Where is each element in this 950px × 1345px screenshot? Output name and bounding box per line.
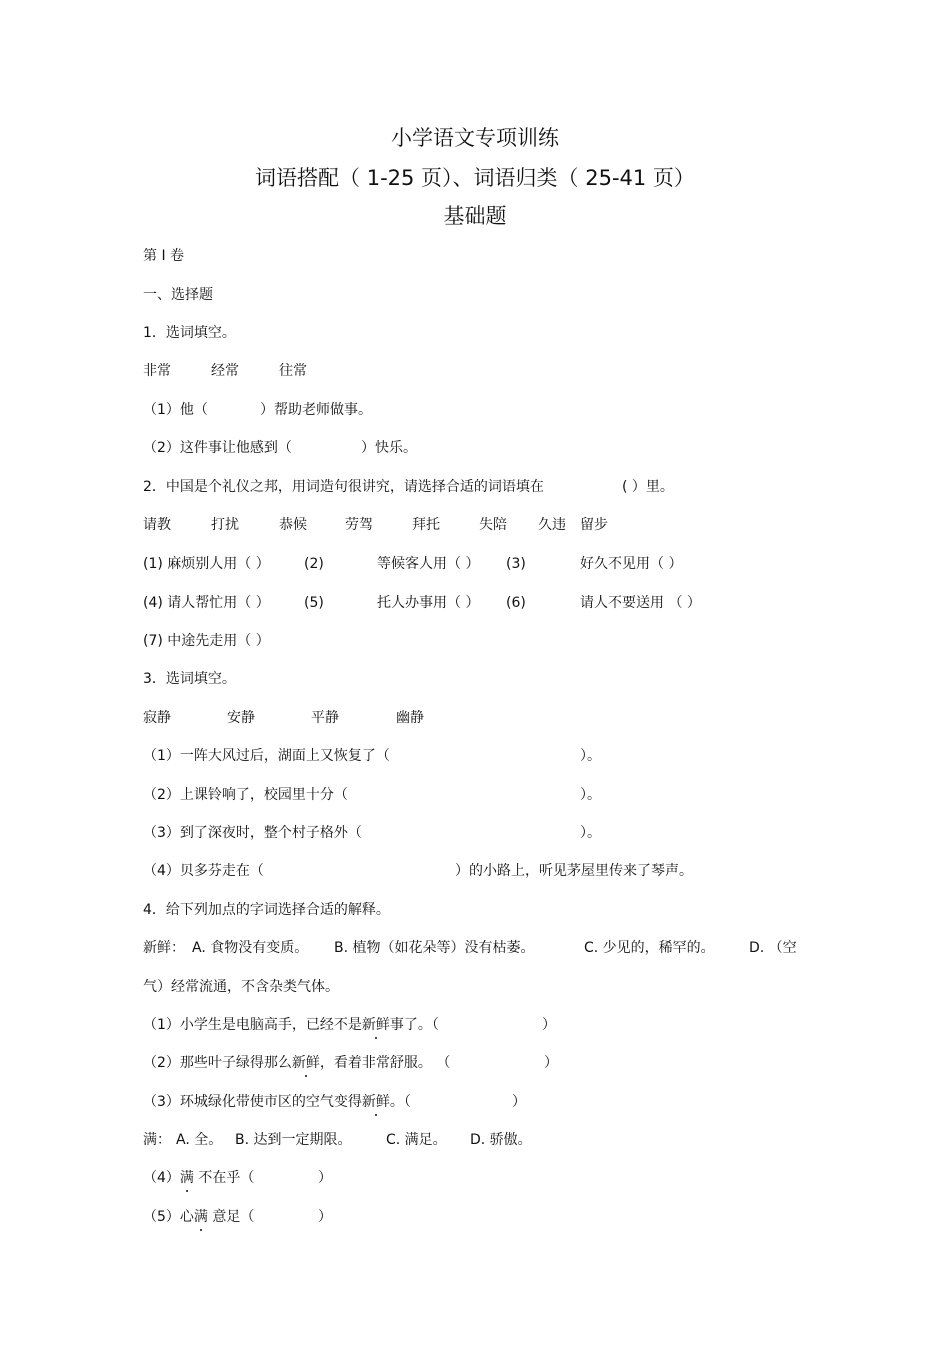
- q2-item: (1) 麻烦别人用（ ）: [143, 556, 270, 572]
- q1-word: 经常: [211, 363, 239, 379]
- definition-option: C. 少见的，稀罕的。: [584, 940, 715, 956]
- q4-item-text: ，看着非常舒服。 （: [319, 1055, 451, 1071]
- q2-item-number: (5): [304, 595, 324, 611]
- q2-item: 等候客人用（ ）: [377, 556, 480, 572]
- definition-option: B. 植物（如花朵等）没有枯萎。: [334, 940, 535, 956]
- q4-item-text: 。（: [389, 1094, 411, 1110]
- q4-item-text: 不在乎（: [193, 1170, 255, 1186]
- document-subtitle: 词语搭配（ 1-25 页）、词语归类（ 25-41 页）: [255, 166, 695, 190]
- q4-item-text: （3）环城绿化带使市区的空气变得: [143, 1094, 362, 1110]
- q2-heading: 2．中国是个礼仪之邦，用词造句很讲究，请选择合适的词语填在: [143, 479, 544, 495]
- q2-heading-tail: ( ）里。: [622, 479, 674, 495]
- q4-heading: 4．给下列加点的字词选择合适的解释。: [143, 902, 390, 918]
- q4-item-close: ）: [544, 1055, 558, 1071]
- definition-option: D. （空: [749, 940, 797, 956]
- q4-item-text: （5）心: [143, 1209, 194, 1225]
- q4-item-text: （4）: [143, 1170, 180, 1186]
- q4-item: [143, 1208, 254, 1226]
- q4-item-text: 意足（: [207, 1209, 255, 1225]
- difficulty-level: 基础题: [443, 204, 507, 228]
- q1-item-text: ）帮助老师做事。: [260, 402, 372, 418]
- q2-item: (7) 中途先走用（ ）: [143, 633, 270, 649]
- q2-item-number: (6): [506, 595, 526, 611]
- q3-word: 安静: [227, 710, 255, 726]
- q3-item-text: （2）上课铃响了，校园里十分（: [143, 787, 348, 803]
- q2-item: (4) 请人帮忙用（ ）: [143, 595, 270, 611]
- q4-item: [143, 1093, 411, 1111]
- q4-item-text: （2）那些叶子绿得那么: [143, 1055, 292, 1071]
- q4-item: [143, 1016, 439, 1034]
- q4-item-close: ）: [318, 1170, 332, 1186]
- q2-item-number: (2): [304, 556, 324, 572]
- q3-item-text: （4）贝多芬走在（: [143, 863, 264, 879]
- q4-item-close: ）: [542, 1017, 556, 1033]
- q3-item-text: ）。: [580, 787, 601, 803]
- q4-item-close: ）: [512, 1094, 526, 1110]
- definition-option-continued: 气）经常流通，不含杂类气体。: [143, 979, 339, 995]
- dotted-word: 新鲜: [291, 1055, 320, 1071]
- q3-word: 寂静: [143, 710, 171, 726]
- q2-word: 留步: [580, 517, 608, 533]
- q3-heading: 3．选词填空。: [143, 671, 236, 687]
- q2-item-number: (3): [506, 556, 526, 572]
- q4-item-text: 事了。（: [389, 1017, 439, 1033]
- section-heading: 一、选择题: [143, 287, 213, 303]
- q2-word: 劳驾: [345, 517, 373, 533]
- q1-word: 往常: [279, 363, 307, 379]
- definition-option: D. 骄傲。: [470, 1132, 532, 1148]
- q3-item-text: （1）一阵大风过后，湖面上又恢复了（: [143, 748, 390, 764]
- q2-word: 请教: [143, 517, 171, 533]
- definition-option: B. 达到一定期限。: [235, 1132, 352, 1148]
- q4-item-close: ）: [318, 1209, 332, 1225]
- q2-word: 拜托: [412, 517, 440, 533]
- q3-word: 平静: [311, 710, 339, 726]
- q1-word: 非常: [143, 363, 171, 379]
- q2-word: 打扰: [211, 517, 239, 533]
- definition-label: 新鲜：: [143, 940, 185, 956]
- q3-item-text: ）的小路上，听见茅屋里传来了琴声。: [455, 863, 693, 879]
- volume-label: 第 I 卷: [143, 248, 185, 264]
- definition-option: A. 全。: [176, 1132, 223, 1148]
- q2-word: 恭候: [279, 517, 307, 533]
- q2-word: 久违: [538, 517, 566, 533]
- q1-item-text: （2）这件事让他感到（: [143, 440, 292, 456]
- definition-option: A. 食物没有变质。: [192, 940, 309, 956]
- document-title: 小学语文专项训练: [391, 126, 559, 150]
- q4-item: [143, 1169, 254, 1187]
- q3-item-text: ）。: [580, 748, 601, 764]
- definition-option: C. 满足。: [386, 1132, 447, 1148]
- q3-item-text: ）。: [580, 825, 601, 841]
- q2-item: 好久不见用（ ）: [580, 556, 683, 572]
- q3-item-text: （3）到了深夜时，整个村子格外（: [143, 825, 362, 841]
- q1-item-text: ）快乐。: [361, 440, 417, 456]
- q1-item-text: （1）他（: [143, 402, 208, 418]
- q2-item: 托人办事用（ ）: [377, 595, 480, 611]
- q2-word: 失陪: [479, 517, 507, 533]
- definition-label: 满：: [143, 1132, 171, 1148]
- dotted-word: 新鲜: [361, 1017, 390, 1033]
- q4-item: [143, 1054, 450, 1072]
- dotted-word: 新鲜: [361, 1094, 390, 1110]
- q3-word: 幽静: [396, 710, 424, 726]
- dotted-word: 满: [179, 1170, 194, 1186]
- q1-heading: 1．选词填空。: [143, 325, 236, 341]
- q2-item: 请人不要送用 （ ）: [580, 595, 701, 611]
- q4-item-text: （1）小学生是电脑高手，已经不是: [143, 1017, 362, 1033]
- dotted-word: 满: [193, 1209, 208, 1225]
